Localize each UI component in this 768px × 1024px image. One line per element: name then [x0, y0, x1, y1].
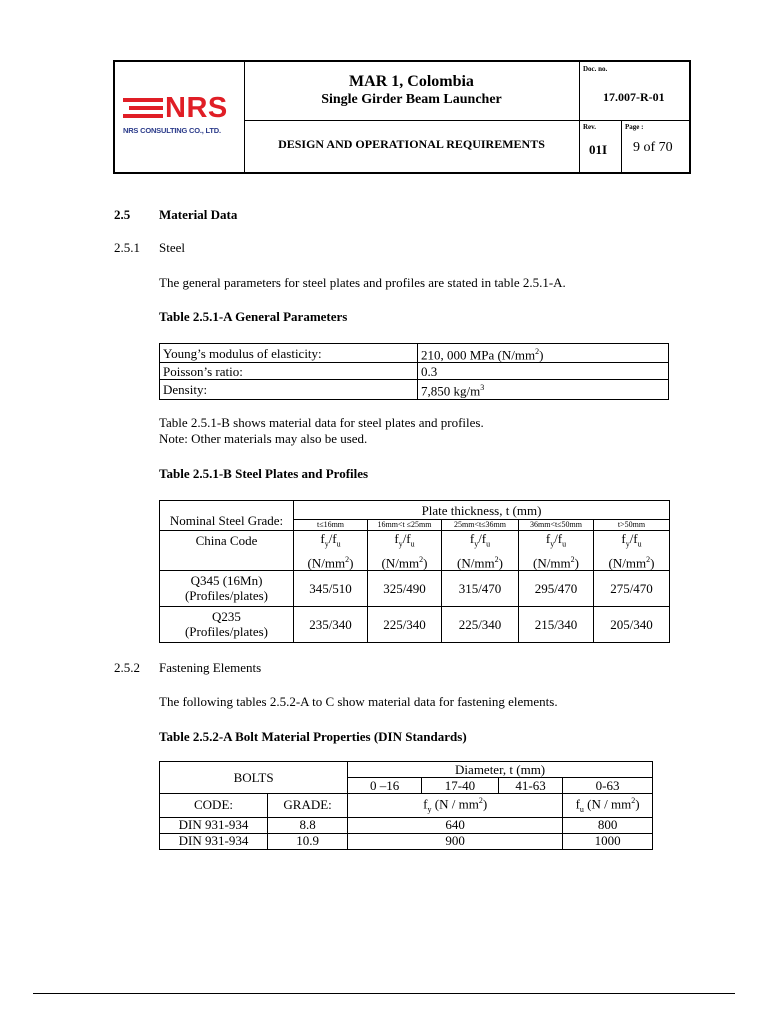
- table-cell: 0 –16: [348, 778, 422, 794]
- document-header: [113, 60, 691, 174]
- logo-stripes-icon: [123, 96, 163, 122]
- table-cell: 25mm<t≤36mm: [442, 520, 519, 531]
- table-cell: Nominal Steel Grade:: [160, 501, 294, 531]
- table-row: [160, 380, 669, 399]
- unit-cell: $f_y/f_u$ $(N/mm^2)$: [368, 531, 442, 571]
- revision-label: Rev.: [583, 123, 597, 131]
- table-cell: 0-63: [563, 778, 653, 794]
- company-logo: [115, 62, 245, 172]
- steel-plates-table: [159, 500, 670, 643]
- unit-cell: $f_y/f_u$ $(N/mm^2)$: [442, 531, 519, 571]
- table-cell: 800: [563, 817, 653, 833]
- table-cell: 215/340: [519, 606, 594, 642]
- paragraph: The following tables 2.5.2-A to C show material data for fastening elements.: [159, 694, 558, 709]
- table-row: [160, 817, 653, 833]
- subsection-number: 2.5.1: [114, 240, 140, 255]
- table-cell: 275/470: [594, 570, 670, 606]
- project-title-cell: [244, 62, 580, 121]
- table-cell: 0.3: [418, 363, 669, 380]
- table-cell: 16mm<t ≤25mm: [368, 520, 442, 531]
- table-row: [160, 570, 670, 606]
- table-cell: t>50mm: [594, 520, 670, 531]
- unit-cell: $f_y/f_u$ $(N/mm^2)$: [519, 531, 594, 571]
- project-title: MAR 1, Colombia: [349, 73, 474, 90]
- table-cell: Density:: [160, 380, 418, 399]
- table-cell: 10.9: [268, 833, 348, 849]
- general-parameters-table: [159, 343, 669, 400]
- table-row: [160, 531, 670, 571]
- company-name: NRS CONSULTING CO., LTD.: [123, 126, 221, 135]
- paragraph: The general parameters for steel plates and profiles are stated in table 2.5.1-A.: [159, 275, 566, 290]
- table-cell: 8.8: [268, 817, 348, 833]
- table-cell: $f_y$ $(N / mm^2)$: [348, 794, 563, 818]
- section-number: 2.5: [114, 207, 131, 222]
- table-row: [160, 344, 669, 363]
- table-row: [160, 363, 669, 380]
- table-cell: BOLTS: [160, 762, 348, 794]
- table-row: [160, 606, 670, 642]
- revision: 01I: [589, 142, 608, 157]
- table-cell: Poisson’s ratio:: [160, 363, 418, 380]
- unit-cell: $f_y/f_u$ $(N/mm^2)$: [294, 531, 368, 571]
- table-cell: Plate thickness, t (mm): [294, 501, 670, 520]
- page-label: Page :: [625, 123, 644, 131]
- table-cell: 205/340: [594, 606, 670, 642]
- bolt-properties-table: [159, 761, 653, 850]
- table-cell: 235/340: [294, 606, 368, 642]
- table-cell: 17-40: [421, 778, 498, 794]
- subsection-title: Fastening Elements: [159, 660, 262, 675]
- table-cell: 900: [348, 833, 563, 849]
- table-row: [160, 833, 653, 849]
- table-cell: CODE:: [160, 794, 268, 818]
- table-cell: Q345 (16Mn) (Profiles/plates): [160, 570, 294, 606]
- table-cell: 210, 000 MPa $(N/mm^2)$: [418, 344, 669, 363]
- paragraph: Table 2.5.1-B shows material data for steel plates and profiles.: [159, 415, 484, 430]
- table-cell: 295/470: [519, 570, 594, 606]
- doc-number-label: Doc. no.: [583, 65, 608, 73]
- footer-divider: [33, 993, 735, 994]
- logo-text: NRS: [165, 92, 228, 124]
- table-cell: 345/510: [294, 570, 368, 606]
- table-cell: 41-63: [498, 778, 562, 794]
- table-cell: 225/340: [368, 606, 442, 642]
- table-row: [160, 501, 670, 520]
- document-title: DESIGN AND OPERATIONAL REQUIREMENTS: [278, 137, 545, 151]
- revision-cell: [579, 120, 622, 172]
- project-subtitle: Single Girder Beam Launcher: [321, 92, 502, 107]
- table-cell: Q235 (Profiles/plates): [160, 606, 294, 642]
- page-number: 9 of 70: [633, 140, 673, 155]
- subsection-title: Steel: [159, 240, 185, 255]
- section-title: Material Data: [159, 207, 238, 222]
- unit-cell: $f_y/f_u$ $(N/mm^2)$: [594, 531, 670, 571]
- table-cell: GRADE:: [268, 794, 348, 818]
- paragraph: Note: Other materials may also be used.: [159, 431, 368, 446]
- table-row: [160, 762, 653, 778]
- table-cell: Young’s modulus of elasticity:: [160, 344, 418, 363]
- table-cell: $f_u$ $(N / mm^2)$: [563, 794, 653, 818]
- table-cell: 36mm<t≤50mm: [519, 520, 594, 531]
- doc-number-cell: [579, 62, 689, 121]
- table-cell: 640: [348, 817, 563, 833]
- table-row: [160, 794, 653, 818]
- document-title-cell: [244, 120, 580, 172]
- table-caption: Table 2.5.1-B Steel Plates and Profiles: [159, 466, 369, 481]
- doc-number: 17.007-R-01: [603, 90, 665, 104]
- table-caption: Table 2.5.2-A Bolt Material Properties (DIN Standards): [159, 729, 467, 744]
- table-cell: Diameter, t (mm): [348, 762, 653, 778]
- table-cell: 225/340: [442, 606, 519, 642]
- subsection-number: 2.5.2: [114, 660, 140, 675]
- table-cell: DIN 931-934: [160, 833, 268, 849]
- page-cell: [621, 120, 689, 172]
- table-cell: 325/490: [368, 570, 442, 606]
- table-cell: DIN 931-934: [160, 817, 268, 833]
- table-cell: 315/470: [442, 570, 519, 606]
- table-cell: 7,850 $kg/m^3$: [418, 380, 669, 399]
- table-cell: t≤16mm: [294, 520, 368, 531]
- table-cell: China Code: [160, 531, 294, 571]
- table-caption: Table 2.5.1-A General Parameters: [159, 309, 348, 324]
- table-cell: 1000: [563, 833, 653, 849]
